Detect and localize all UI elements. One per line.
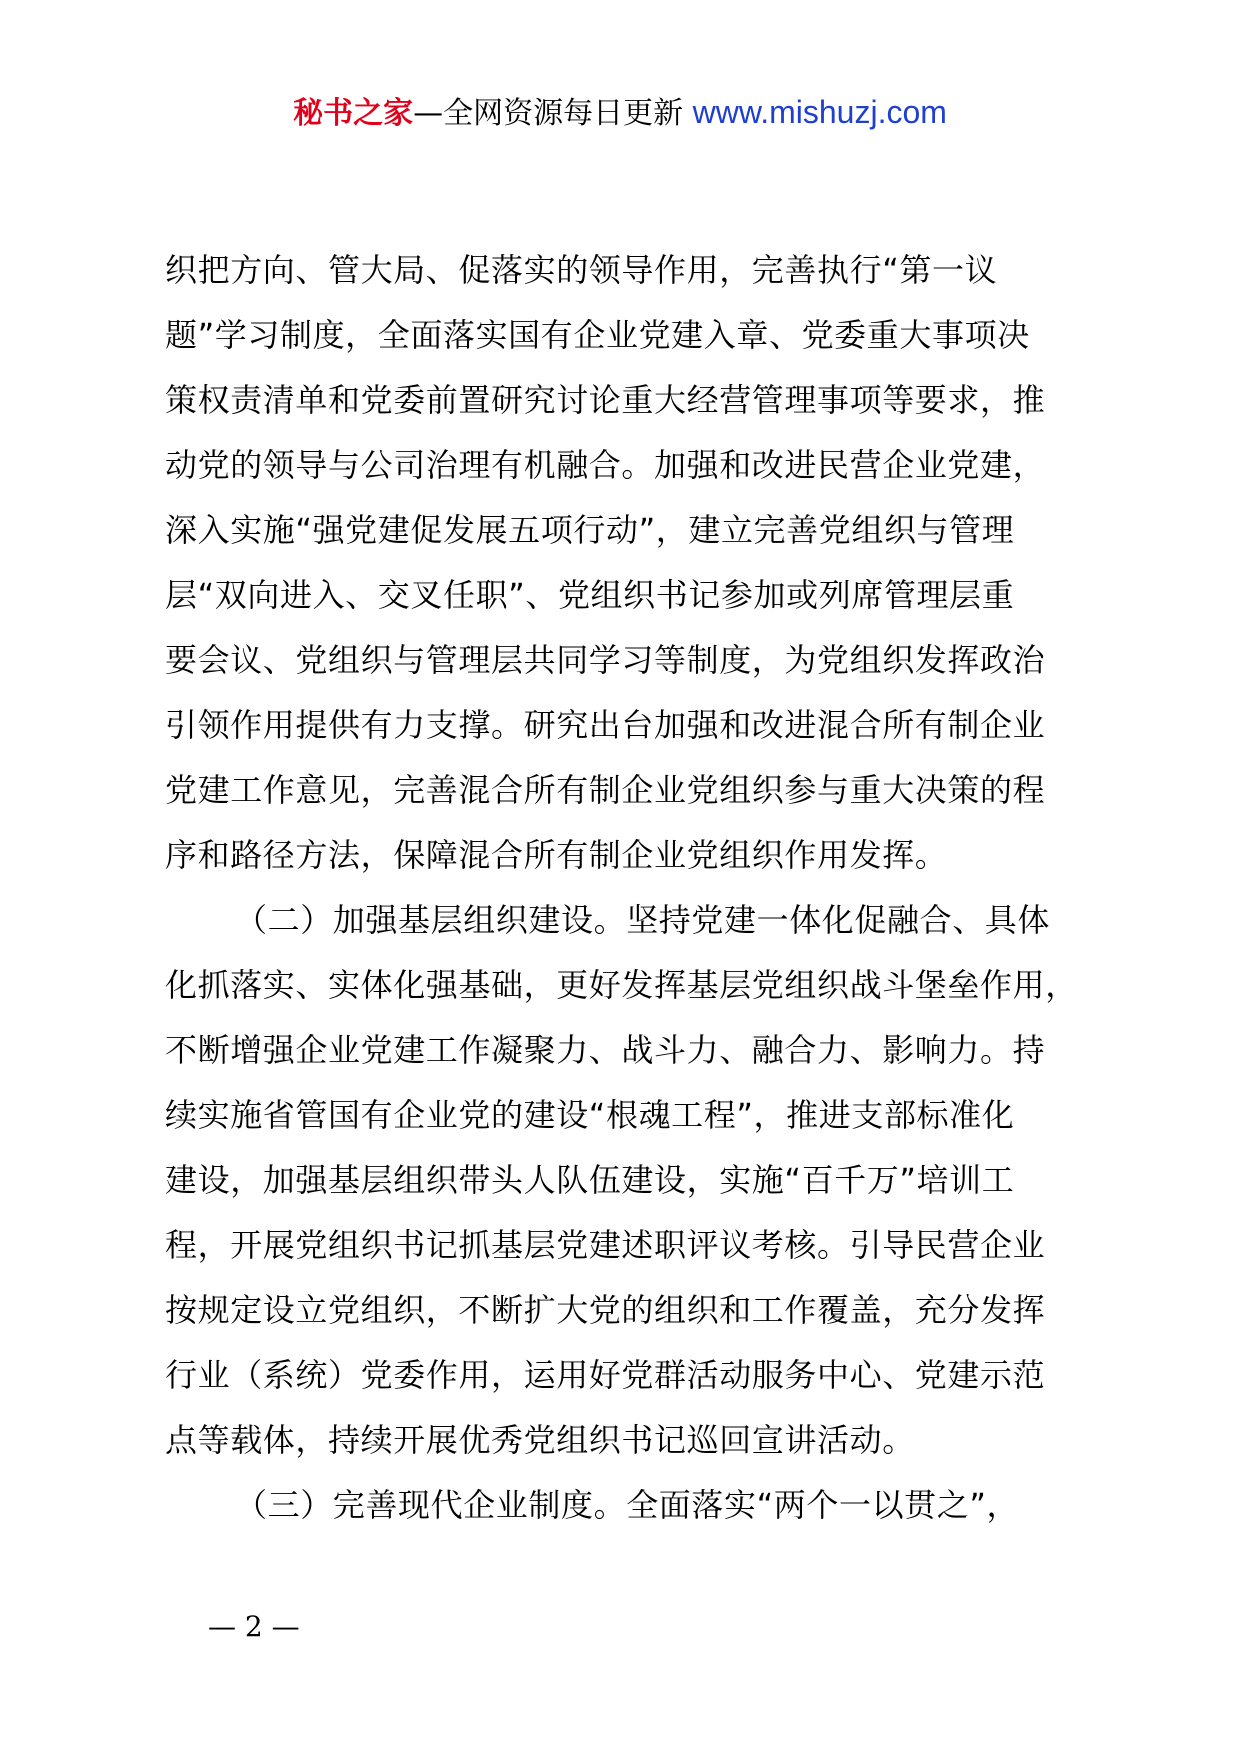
section-heading-line: （三）完善现代企业制度。全面落实“两个一以贯之”， <box>235 1486 1020 1524</box>
body-line: 题”学习制度，全面落实国有企业党建入章、党委重大事项决 <box>165 316 1030 354</box>
body-line: 序和路径方法，保障混合所有制企业党组织作用发挥。 <box>165 836 948 874</box>
body-line: 按规定设立党组织，不断扩大党的组织和工作覆盖，充分发挥 <box>165 1291 1046 1329</box>
body-line: 点等载体，持续开展优秀党组织书记巡回宣讲活动。 <box>165 1421 915 1459</box>
brand-name: 秘书之家 <box>293 96 414 131</box>
body-line: 程，开展党组织书记抓基层党建述职评议考核。引导民营企业 <box>165 1226 1046 1264</box>
body-line: 织把方向、管大局、促落实的领导作用，完善执行“第一议 <box>165 251 998 289</box>
body-line: 化抓落实、实体化强基础，更好发挥基层党组织战斗堡垒作用， <box>165 966 1078 1004</box>
body-line: 不断增强企业党建工作凝聚力、战斗力、融合力、影响力。持 <box>165 1031 1046 1069</box>
header-slogan: —全网资源每日更新 <box>413 96 684 131</box>
body-line: 策权责清单和党委前置研究讨论重大经营管理事项等要求，推 <box>165 381 1046 419</box>
body-line: 续实施省管国有企业党的建设“根魂工程”，推进支部标准化 <box>165 1096 1015 1134</box>
header-url: www.mishuzj.com <box>692 94 947 130</box>
watermark-header <box>0 90 1240 136</box>
body-line: 党建工作意见，完善混合所有制企业党组织参与重大决策的程 <box>165 771 1046 809</box>
body-line: 引领作用提供有力支撑。研究出台加强和改进混合所有制企业 <box>165 706 1046 744</box>
section-heading-line: （二）加强基层组织建设。坚持党建一体化促融合、具体 <box>235 901 1051 939</box>
body-line: 动党的领导与公司治理有机融合。加强和改进民营企业党建， <box>165 446 1046 484</box>
body-line: 建设，加强基层组织带头人队伍建设，实施“百千万”培训工 <box>165 1161 1015 1199</box>
page-number: — 2 — <box>208 1610 300 1643</box>
body-line: 层“双向进入、交叉任职”、党组织书记参加或列席管理层重 <box>165 576 1015 614</box>
body-line: 要会议、党组织与管理层共同学习等制度，为党组织发挥政治 <box>165 641 1046 679</box>
body-line: 行业（系统）党委作用，运用好党群活动服务中心、党建示范 <box>165 1356 1046 1394</box>
document-body <box>165 238 1085 1538</box>
body-line: 深入实施“强党建促发展五项行动”，建立完善党组织与管理 <box>165 511 1015 549</box>
